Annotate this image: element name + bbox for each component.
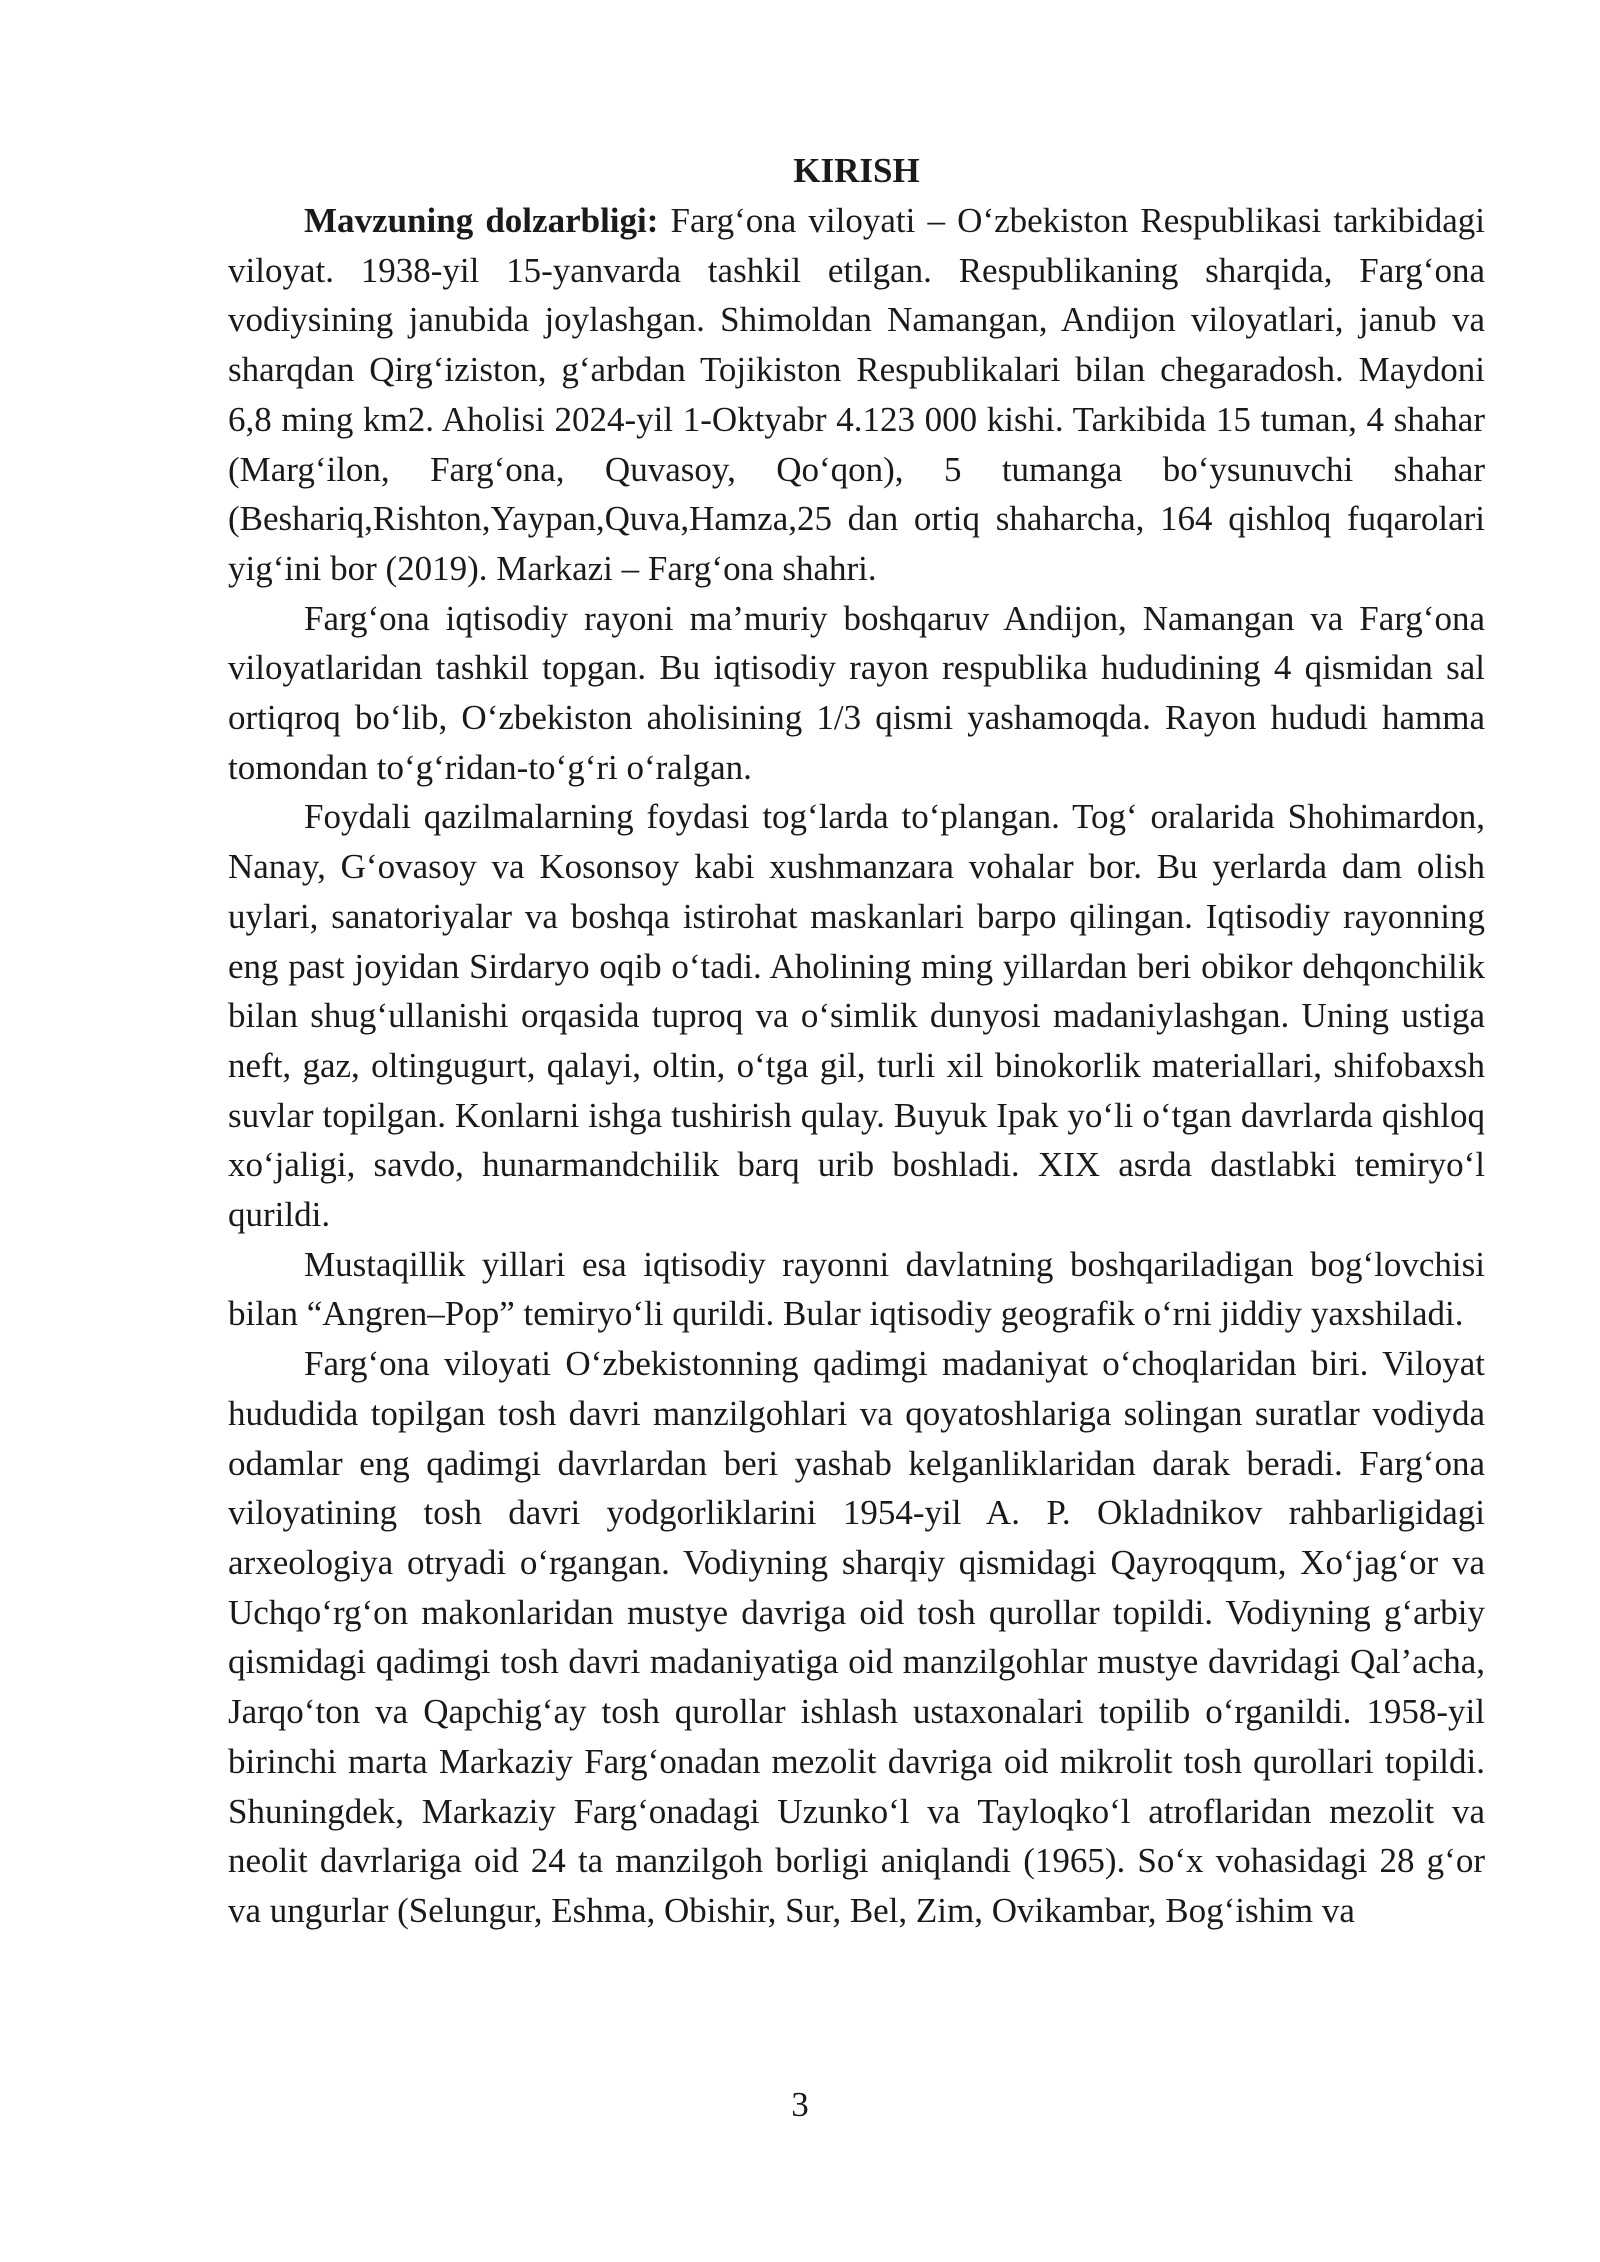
document-page xyxy=(228,146,1485,1936)
paragraph-minerals xyxy=(228,792,1485,1239)
paragraph-text: Farg‘ona viloyati – O‘zbekiston Respublikasi tarkibidagi viloyat. 1938-yil 15-yanvarda tashkil etilgan. Respublikaning sharqida, Farg‘ona vodiysining janubida joylashgan. Shimoldan Namangan, Andijon viloyatlari, janub va sharqdan Qirg‘iziston, g‘arbdan Tojikiston Respublikalari bilan chegaradosh. Maydoni 6,8 ming km2. Aholisi 2024-yil 1-Oktyabr 4.123 000 kishi. Tarkibida 15 tuman, 4 shahar (Marg‘ilon, Farg‘ona, Quvasoy, Qo‘qon), 5 tumanga bo‘ysunuvchi shahar (Beshariq,Rishton,Yaypan,Quva,Hamza,25 dan ortiq shaharcha, 164 qishloq fuqarolari yig‘ini bor (2019). Markazi – Farg‘ona shahri. xyxy=(228,201,1485,588)
paragraph-lead-label: Mavzuning dolzarbligi: xyxy=(304,201,659,240)
paragraph-independence xyxy=(228,1240,1485,1339)
section-heading: KIRISH xyxy=(793,151,920,190)
paragraph-economic-region xyxy=(228,594,1485,793)
paragraph-relevance xyxy=(228,196,1485,594)
paragraph-text: Farg‘ona iqtisodiy rayoni ma’muriy boshqaruv Andijon, Namangan va Farg‘ona viloyatlaridan tashkil topgan. Bu iqtisodiy rayon respublika hududining 4 qismidan sal ortiqroq bo‘lib, O‘zbekiston aholisining 1/3 qismi yashamoqda. Rayon hududi hamma tomondan to‘g‘ridan-to‘g‘ri o‘ralgan. xyxy=(228,598,1485,787)
paragraph-text: Mustaqillik yillari esa iqtisodiy rayonni davlatning boshqariladigan bog‘lovchisi bilan “Angren–Pop” temiryo‘li qurildi. Bular iqtisodiy geografik o‘rni jiddiy yaxshiladi. xyxy=(228,1244,1485,1334)
page-number: 3 xyxy=(791,2085,809,2124)
paragraph-text: Farg‘ona viloyati O‘zbekistonning qadimgi madaniyat o‘choqlaridan biri. Viloyat hududida topilgan tosh davri manzilgohlari va qoyatoshlariga solingan suratlar vodiyda odamlar eng qadimgi davrlardan beri yashab kelganliklaridan darak beradi. Farg‘ona viloyatining tosh davri yodgorliklarini 1954-yil A. P. Okladnikov rahbarligidagi arxeologiya otryadi o‘rgangan. Vodiyning sharqiy qismidagi Qayroqqum, Xo‘jag‘or va Uchqo‘rg‘on makonlaridan mustye davriga oid tosh qurollar topildi. Vodiyning g‘arbiy qismidagi qadimgi tosh davri madaniyatiga oid manzilgohlar mustye davridagi Qal’acha, Jarqo‘ton va Qapchig‘ay tosh qurollar ishlash ustaxonalari topilib o‘rganildi. 1958-yil birinchi marta Markaziy Farg‘onadan mezolit davriga oid mikrolit tosh qurollari topildi. Shuningdek, Markaziy Farg‘onadagi Uzunko‘l va Tayloqko‘l atroflaridan mezolit va neolit davrlariga oid 24 ta manzilgoh borligi aniqlandi (1965). So‘x vohasidagi 28 g‘or va ungurlar (Selungur, Eshma, Obishir, Sur, Bel, Zim, Ovikambar, Bog‘ishim va xyxy=(228,1344,1485,1930)
paragraph-text: Foydali qazilmalarning foydasi tog‘larda to‘plangan. Tog‘ oralarida Shohimardon, Nanay, G‘ovasoy va Kosonsoy kabi xushmanzara vohalar bor. Bu yerlarda dam olish uylari, sanatoriyalar va boshqa istirohat maskanlari barpo qilingan. Iqtisodiy rayonning eng past joyidan Sirdaryo oqib o‘tadi. Aholining ming yillardan beri obikor dehqonchilik bilan shug‘ullanishi orqasida tuproq va o‘simlik dunyosi madaniylashgan. Uning ustiga neft, gaz, oltingugurt, qalayi, oltin, o‘tga gil, turli xil binokorlik materiallari, shifobaxsh suvlar topilgan. Konlarni ishga tushirish qulay. Buyuk Ipak yo‘li o‘tgan davrlarda qishloq xo‘jaligi, savdo, hunarmandchilik barq urib boshladi. XIX asrda dastlabki temiryo‘l qurildi. xyxy=(228,797,1485,1235)
paragraph-history xyxy=(228,1339,1485,1935)
